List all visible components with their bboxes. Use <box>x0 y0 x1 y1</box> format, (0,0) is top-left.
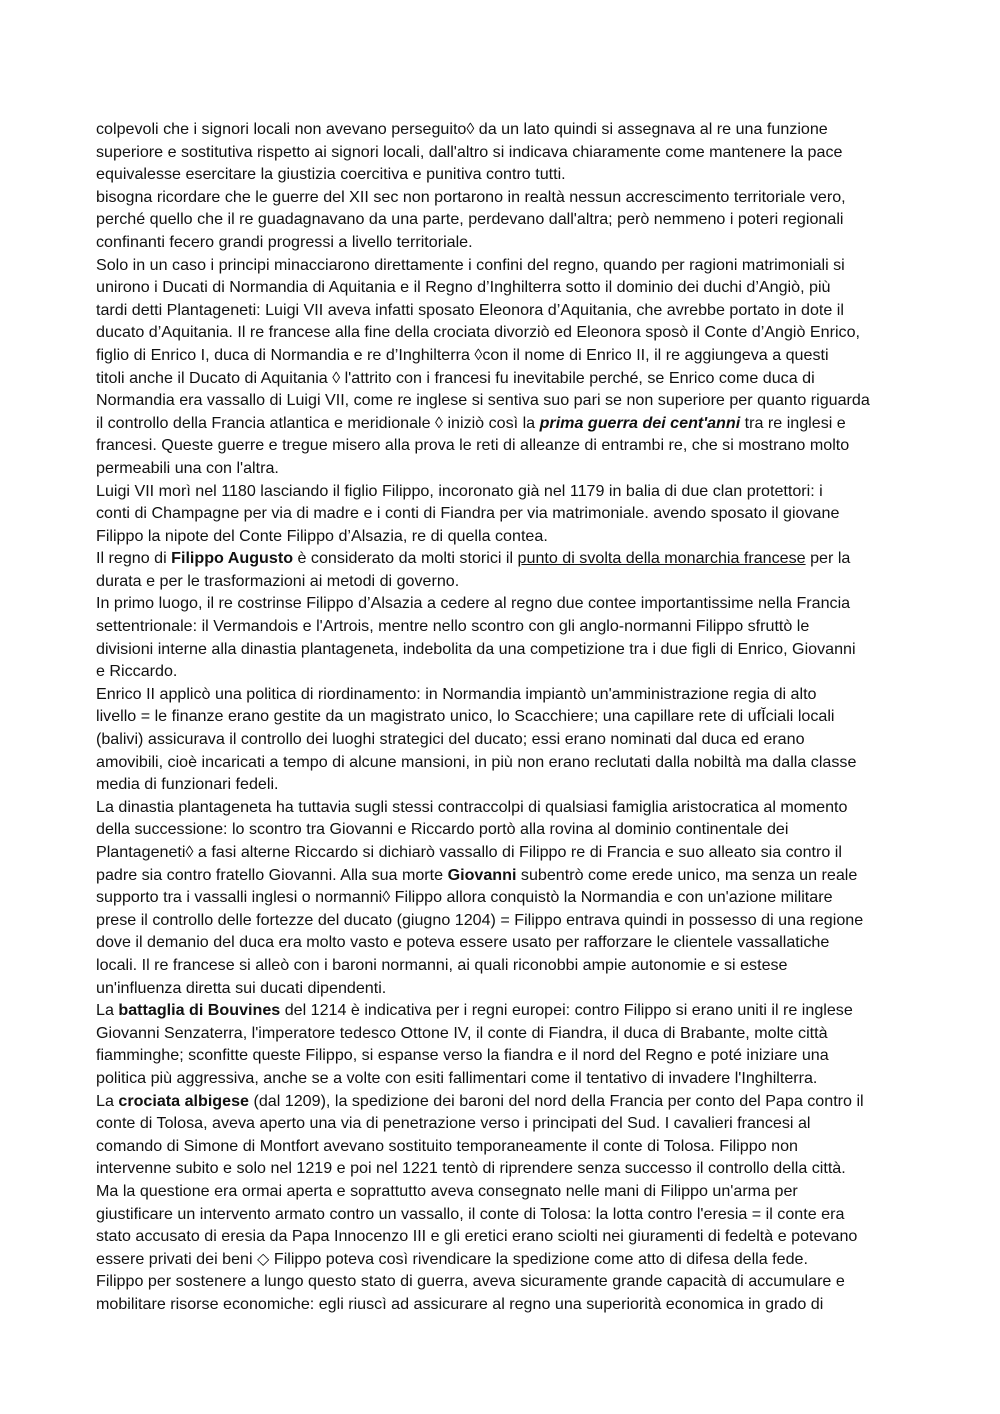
text-segment: perché quello che il re guadagnavano da una parte, perdevano dall'altra; però nemmeno i poteri regionali <box>96 210 844 229</box>
text-segment: Ma la questione era ormai aperta e soprattutto aveva consegnato nelle mani di Filippo un'arma per <box>96 1181 798 1200</box>
emphasis-text: Filippo Augusto <box>171 549 294 568</box>
text-segment: supporto tra i vassalli inglesi o normanni◊ Filippo allora conquistò la Normandia e con un'azione militare <box>96 888 833 907</box>
text-segment: prese il controllo delle fortezze del ducato (giugno 1204) = Filippo entrava quindi in possesso di una regione <box>96 910 864 929</box>
text-line <box>96 1112 908 1135</box>
text-segment: ducato d’Aquitania. Il re francese alla fine della crociata divorziò ed Eleonora sposò il Conte d’Angiò Enrico, <box>96 323 861 342</box>
text-line <box>96 299 908 322</box>
emphasis-text: battaglia di Bouvines <box>118 1001 281 1020</box>
text-line <box>96 864 908 887</box>
text-line <box>96 276 908 299</box>
text-line <box>96 660 908 683</box>
text-line <box>96 818 908 841</box>
text-segment: il controllo della Francia atlantica e meridionale ◊ iniziò così la <box>96 413 540 432</box>
text-segment: conti di Champagne per via di madre e i conti di Fiandra per via matrimoniale. avendo sposato il giovane <box>96 504 840 523</box>
text-line <box>96 570 908 593</box>
text-segment: Il regno di <box>96 549 172 568</box>
emphasis-text: prima guerra dei cent'anni <box>539 413 741 432</box>
text-segment: per la <box>805 549 851 568</box>
text-line <box>96 773 908 796</box>
text-line <box>96 1044 908 1067</box>
text-line <box>96 344 908 367</box>
text-line <box>96 525 908 548</box>
text-line <box>96 1157 908 1180</box>
text-segment: titoli anche il Ducato di Aquitania ◊ l'attrito con i francesi fu inevitabile perché, se Enrico come duca di <box>96 368 815 387</box>
text-line <box>96 480 908 503</box>
text-line <box>96 457 908 480</box>
document-page <box>96 118 908 1315</box>
text-line <box>96 1135 908 1158</box>
text-segment: padre sia contro fratello Giovanni. Alla sua morte <box>96 865 448 884</box>
text-line <box>96 118 908 141</box>
text-line <box>96 796 908 819</box>
text-line <box>96 1203 908 1226</box>
text-line <box>96 683 908 706</box>
text-line <box>96 1270 908 1293</box>
text-line <box>96 841 908 864</box>
text-segment: settentrionale: il Vermandois e l'Artrois, mentre nello scontro con gli anglo-normanni Filippo sfruttò le <box>96 617 810 636</box>
emphasis-text: crociata albigese <box>118 1091 249 1110</box>
text-segment: essere privati dei beni ◇ Filippo poteva così rivendicare la spedizione come atto di difesa della fede. <box>96 1249 808 1268</box>
text-line <box>96 1248 908 1271</box>
text-segment: un'influenza diretta sui ducati dipendenti. <box>96 978 387 997</box>
text-segment: tardi detti Plantageneti: Luigi VII aveva infatti sposato Eleonora d’Aquitania, che avrebbe portato in dote il <box>96 300 844 319</box>
text-line <box>96 254 908 277</box>
text-segment: (balivi) assicurava il controllo dei luoghi strategici del ducato; essi erano nominati dal duca ed erano <box>96 730 805 749</box>
text-segment: mobilitare risorse economiche: egli riuscì ad assicurare al regno una superiorità economica in grado di <box>96 1294 824 1313</box>
text-line <box>96 434 908 457</box>
text-segment: media di funzionari fedeli. <box>96 775 279 794</box>
text-segment: Giovanni Senzaterra, l'imperatore tedesco Ottone IV, il conte di Fiandra, il duca di Brabante, molte città <box>96 1023 828 1042</box>
text-line <box>96 638 908 661</box>
text-line <box>96 1090 908 1113</box>
text-segment: Normandia era vassallo di Luigi VII, come re inglese si sentiva suo pari se non superiore per quanto riguarda <box>96 391 870 410</box>
text-segment: Luigi VII morì nel 1180 lasciando il figlio Filippo, incoronato già nel 1179 in balia di due clan protettori: i <box>96 481 823 500</box>
text-segment: La dinastia plantageneta ha tuttavia sugli stessi contraccolpi di qualsiasi famiglia aristocratica al momento <box>96 797 848 816</box>
text-line <box>96 389 908 412</box>
text-line <box>96 1293 908 1316</box>
text-segment: del 1214 è indicativa per i regni europei: contro Filippo si erano uniti il re inglese <box>280 1001 853 1020</box>
text-segment: bisogna ricordare che le guerre del XII sec non portarono in realtà nessun accrescimento territoriale vero, <box>96 187 846 206</box>
text-segment: subentrò come erede unico, ma senza un reale <box>516 865 858 884</box>
text-line <box>96 615 908 638</box>
text-segment: unirono i Ducati di Normandia di Aquitania e il Regno d’Inghilterra sotto il dominio dei duchi d’Angiò, più <box>96 278 831 297</box>
text-segment: Filippo la nipote del Conte Filippo d’Alsazia, re di quella contea. <box>96 526 548 545</box>
text-segment: Plantageneti◊ a fasi alterne Riccardo si dichiarò vassallo di Filippo re di Francia e suo alleato sia contro il <box>96 843 842 861</box>
text-line <box>96 954 908 977</box>
text-segment: è considerato da molti storici il <box>293 549 518 568</box>
text-segment: (dal 1209), la spedizione dei baroni del nord della Francia per conto del Papa contro il <box>248 1091 864 1110</box>
text-line <box>96 592 908 615</box>
text-line <box>96 999 908 1022</box>
text-line <box>96 886 908 909</box>
text-line <box>96 751 908 774</box>
text-line <box>96 705 908 728</box>
text-segment: giustificare un intervento armato contro un vassallo, il conte di Tolosa: la lotta contro l'eresia = il conte era <box>96 1204 845 1223</box>
text-line <box>96 547 908 570</box>
text-segment: divisioni interne alla dinastia plantageneta, indebolita da una competizione tra i due figli di Enrico, Giovanni <box>96 639 856 658</box>
text-segment: confinanti fecero grandi progressi a livello territoriale. <box>96 232 473 251</box>
text-segment: Filippo per sostenere a lungo questo stato di guerra, aveva sicuramente grande capacità di accumulare e <box>96 1272 845 1291</box>
text-line <box>96 909 908 932</box>
text-line <box>96 1022 908 1045</box>
text-segment: durata e per le trasformazioni ai metodi di governo. <box>96 571 460 590</box>
text-segment: e Riccardo. <box>96 662 178 681</box>
text-line <box>96 412 908 435</box>
text-line <box>96 1225 908 1248</box>
text-line <box>96 931 908 954</box>
text-line <box>96 977 908 1000</box>
text-segment: tra re inglesi e <box>740 413 846 432</box>
text-segment: della successione: lo scontro tra Giovanni e Riccardo portò alla rovina al dominio continentale dei <box>96 820 789 839</box>
text-segment: stato accusato di eresia da Papa Innocenzo III e gli eretici erano sciolti nei giuramenti di fedeltà e potevano <box>96 1227 858 1246</box>
text-line <box>96 502 908 525</box>
text-segment: politica più aggressiva, anche se a volte con esiti fallimentari come il tentativo di invadere l'Inghilterra. <box>96 1068 818 1087</box>
text-segment: livello = le finanze erano gestite da un magistrato unico, lo Scacchiere; una capillare rete di ufĬciali locali <box>96 707 835 726</box>
text-segment: La <box>96 1001 119 1020</box>
text-segment: Solo in un caso i principi minacciarono direttamente i confini del regno, quando per ragioni matrimoniali si <box>96 255 845 274</box>
text-line <box>96 367 908 390</box>
text-segment: comando di Simone di Montfort avevano sostituito temporaneamente il conte di Tolosa. Filippo non <box>96 1136 798 1155</box>
text-segment: In primo luogo, il re costrinse Filippo d’Alsazia a cedere al regno due contee importantissime nella Francia <box>96 594 851 613</box>
text-segment: fiamminghe; sconfitte queste Filippo, si espanse verso la fiandra e il nord del Regno e poté iniziare una <box>96 1046 829 1065</box>
emphasis-text: Giovanni <box>447 865 517 884</box>
text-line <box>96 231 908 254</box>
text-line <box>96 1067 908 1090</box>
text-line <box>96 163 908 186</box>
text-segment: figlio di Enrico I, duca di Normandia e re d’Inghilterra ◊con il nome di Enrico II, il re aggiungeva a questi <box>96 345 829 364</box>
text-segment: La <box>96 1091 119 1110</box>
text-line <box>96 208 908 231</box>
text-segment: conte di Tolosa, aveva aperto una via di penetrazione verso i principati del Sud. I cavalieri francesi al <box>96 1114 811 1133</box>
text-segment: locali. Il re francese si alleò con i baroni normanni, ai quali riconobbi ampie autonomie e si estese <box>96 955 788 974</box>
text-segment: Enrico II applicò una politica di riordinamento: in Normandia impiantò un'amministrazione regia di alto <box>96 684 817 703</box>
emphasis-text: punto di svolta della monarchia francese <box>517 549 806 568</box>
text-line <box>96 1180 908 1203</box>
text-segment: francesi. Queste guerre e tregue misero alla prova le reti di alleanze di entrambi re, che si mostrano molto <box>96 436 850 455</box>
text-segment: dove il demanio del duca era molto vasto e poteva essere usato per rafforzare le clientele vassallatiche <box>96 933 830 952</box>
text-line <box>96 728 908 751</box>
text-segment: colpevoli che i signori locali non avevano perseguito◊ da un lato quindi si assegnava al re una funzione <box>96 120 828 138</box>
text-segment: equivalesse esercitare la giustizia coercitiva e punitiva contro tutti. <box>96 165 566 184</box>
text-segment: intervenne subito e solo nel 1219 e poi nel 1221 tentò di riprendere senza successo il controllo della città. <box>96 1159 846 1178</box>
text-line <box>96 186 908 209</box>
text-segment: amovibili, cioè incaricati a tempo di alcune mansioni, in più non erano reclutati dalla nobiltà ma dalla classe <box>96 752 857 771</box>
text-segment: superiore e sostitutiva rispetto ai signori locali, dall'altro si indicava chiaramente come mantenere la pace <box>96 142 843 161</box>
text-segment: permeabili una con l'altra. <box>96 458 279 477</box>
text-line <box>96 321 908 344</box>
text-line <box>96 141 908 164</box>
